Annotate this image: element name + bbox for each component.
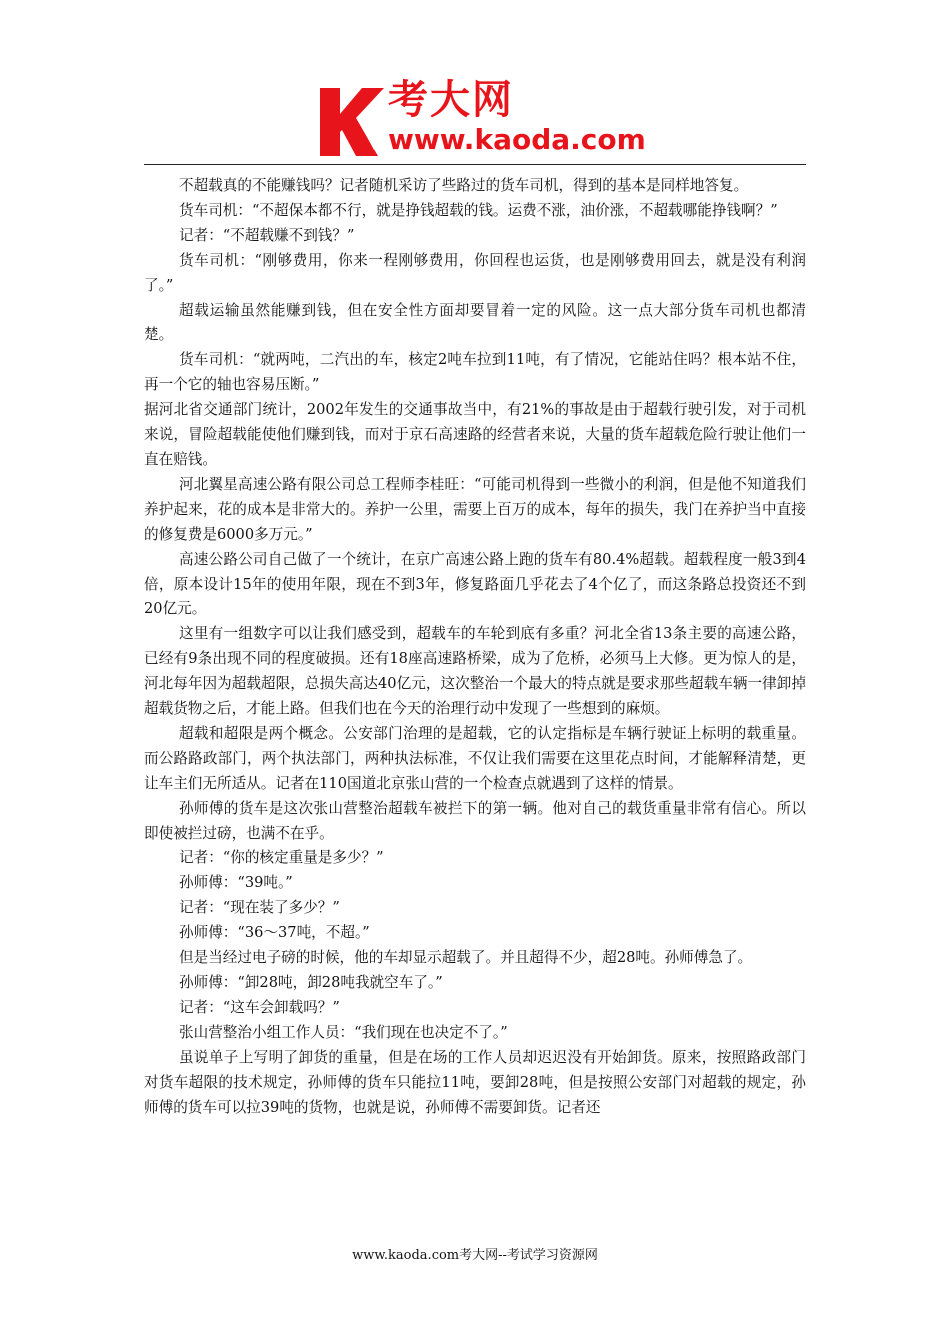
article-paragraph: 虽说单子上写明了卸货的重量，但是在场的工作人员却迟迟没有开始卸货。原来，按照路政部门对货车超限的技术规定，孙师傅的货车只能拉11吨，要卸28吨，但是按照公安部门对超载的规定，孙师傅的货车可以拉39吨的货物，也就是说，孙师傅不需要卸货。记者还 — [144, 1048, 806, 1116]
article-paragraph: 这里有一组数字可以让我们感受到，超载车的车轮到底有多重？河北全省13条主要的高速公路，已经有9条出现不同的程度破损。还有18座高速路桥梁，成为了危桥，必须马上大修。更为惊人的是，河北每年因为超载超限，总损失高达40亿元，这次整治一个最大的特点就是要求那些超载车辆一律卸掉超载货物之后，才能上路。但我们也在今天的治理行动中发现了一些想到的麻烦。 — [144, 625, 806, 718]
article-paragraph: 孙师傅：“卸28吨，卸28吨我就空车了。” — [179, 974, 443, 991]
article-paragraph: 货车司机：“就两吨，二汽出的车，核定2吨车拉到11吨，有了情况，它能站住吗？根本站不住，再一个它的轴也容易压断。” — [144, 351, 806, 394]
article-paragraph: 记者：“不超载赚不到钱？” — [179, 226, 355, 244]
article-paragraph: 高速公路公司自己做了一个统计，在京广高速公路上跑的货车有80.4%超载。超载程度一般3到4倍，原本设计15年的使用年限，现在不到3年，修复路面几乎花去了4个亿了，而这条路总投资还不到20亿元。 — [144, 550, 806, 618]
article-paragraph: 货车司机：“不超保本都不行，就是挣钱超载的钱。运费不涨，油价涨，不超载哪能挣钱啊？” — [179, 201, 778, 219]
article-paragraph: 货车司机：“刚够费用，你来一程刚够费用，你回程也运货，也是刚够费用回去，就是没有利润了。” — [144, 251, 806, 294]
article-paragraph: 不超载真的不能赚钱吗？记者随机采访了些路过的货车司机，得到的基本是同样地答复。 — [179, 177, 749, 194]
kaoda-logo[interactable] — [316, 77, 646, 160]
article-paragraph: 孙师傅：“36～37吨，不超。” — [179, 924, 370, 942]
article-paragraph: 超载和超限是两个概念。公安部门治理的是超载，它的认定指标是车辆行驶证上标明的载重量。而公路路政部门，两个执法部门，两种执法标准，不仅让我们需要在这里花点时间，才能解释清楚，更让车主们无所适从。记者在110国道北京张山营的一个检查点就遇到了这样的情景。 — [144, 724, 806, 792]
article-paragraph: 张山营整治小组工作人员：“我们现在也决定不了。” — [179, 1023, 508, 1041]
header-divider — [144, 164, 806, 165]
page-footer: www.kaoda.com考大网--考试学习资源网 — [352, 1248, 598, 1263]
article-paragraph: 孙师傅的货车是这次张山营整治超载车被拦下的第一辆。他对自己的载货重量非常有信心。所以即使被拦过磅，也满不在乎。 — [144, 799, 806, 842]
article-paragraph: 河北翼星高速公路有限公司总工程师李桂旺：“可能司机得到一些微小的利润，但是他不知道我们养护起来，花的成本是非常大的。养护一公里，需要上百万的成本，每年的损失，我门在养护当中直接的修复费是6000多万元。” — [144, 475, 806, 543]
logo-brand-name: 考大网 — [388, 77, 514, 123]
article-paragraph: 孙师傅：“39吨。” — [179, 874, 293, 892]
article-body — [144, 174, 806, 1120]
k-logo-icon — [316, 80, 386, 160]
article-paragraph: 记者：“你的核定重量是多少？” — [179, 849, 384, 867]
article-paragraph: 但是当经过电子磅的时候，他的车却显示超载了。并且超得不少，超28吨。孙师傅急了。 — [179, 949, 753, 967]
article-paragraph: 记者：“这车会卸载吗？” — [179, 998, 340, 1016]
article-paragraph: 记者：“现在装了多少？” — [179, 899, 340, 917]
article-paragraph: 据河北省交通部门统计，2002年发生的交通事故当中，有21%的事故是由于超载行驶引发，对于司机来说，冒险超载能使他们赚到钱，而对于京石高速路的经营者来说，大量的货车超载危险行驶让他们一直在赔钱。 — [144, 401, 806, 468]
logo-url: www.kaoda.com — [388, 123, 646, 156]
article-paragraph: 超载运输虽然能赚到钱，但在安全性方面却要冒着一定的风险。这一点大部分货车司机也都清楚。 — [144, 301, 806, 344]
page-header — [0, 0, 950, 166]
